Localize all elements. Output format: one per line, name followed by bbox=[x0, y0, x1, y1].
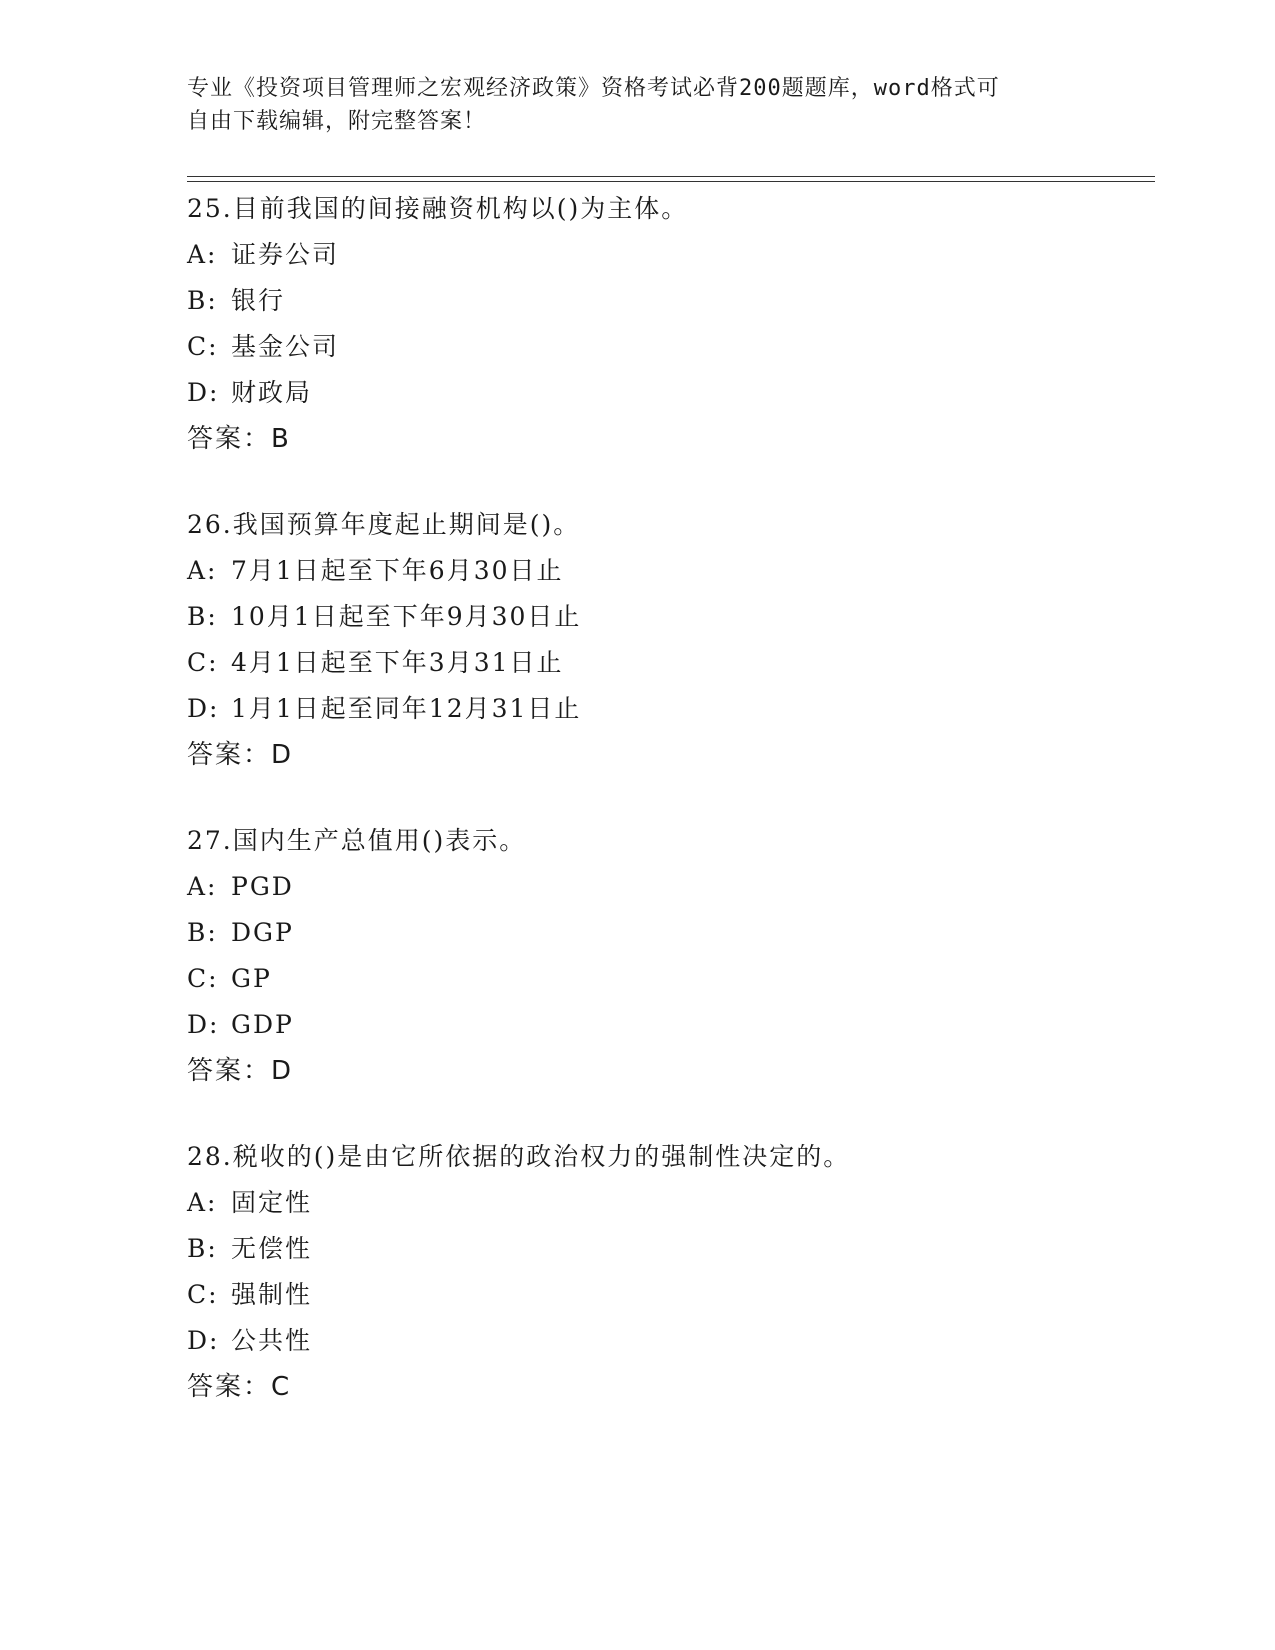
option-text: 7月1日起至下年6月30日止 bbox=[231, 556, 564, 585]
answer: 答案：D bbox=[187, 740, 294, 770]
answer: 答案：D bbox=[187, 1056, 294, 1086]
option-d bbox=[187, 370, 1147, 416]
question-title: 26.我国预算年度起止期间是()。 bbox=[187, 510, 581, 539]
option-a bbox=[187, 1180, 1147, 1226]
option-letter: C: bbox=[187, 648, 219, 677]
header-divider-top bbox=[187, 176, 1155, 177]
option-text: 1月1日起至同年12月31日止 bbox=[231, 694, 582, 723]
option-letter: A: bbox=[187, 556, 218, 585]
option-c bbox=[187, 956, 1147, 1002]
option-c bbox=[187, 324, 1147, 370]
option-letter: A: bbox=[187, 872, 218, 901]
header-line-2: 自由下载编辑，附完整答案！ bbox=[187, 109, 487, 134]
option-letter: B: bbox=[187, 602, 218, 631]
option-text: 4月1日起至下年3月31日止 bbox=[231, 648, 564, 677]
option-text: PGD bbox=[231, 872, 294, 901]
option-a bbox=[187, 232, 1147, 278]
option-letter: D: bbox=[187, 1010, 220, 1039]
header-divider-bottom bbox=[187, 181, 1155, 182]
option-letter: D: bbox=[187, 378, 220, 407]
option-d bbox=[187, 1002, 1147, 1048]
question-28 bbox=[187, 1134, 1147, 1410]
option-letter: C: bbox=[187, 1280, 219, 1309]
option-a bbox=[187, 548, 1147, 594]
option-c bbox=[187, 640, 1147, 686]
option-d bbox=[187, 1318, 1147, 1364]
question-title: 28.税收的()是由它所依据的政治权力的强制性决定的。 bbox=[187, 1142, 851, 1171]
option-text: GDP bbox=[231, 1010, 294, 1039]
option-letter: B: bbox=[187, 1234, 218, 1263]
option-text: 无偿性 bbox=[231, 1234, 313, 1263]
option-text: 强制性 bbox=[231, 1280, 313, 1309]
question-25 bbox=[187, 186, 1147, 462]
question-title: 25.目前我国的间接融资机构以()为主体。 bbox=[187, 194, 689, 223]
question-26 bbox=[187, 502, 1147, 778]
answer: 答案：C bbox=[187, 1372, 292, 1402]
option-b bbox=[187, 278, 1147, 324]
option-letter: B: bbox=[187, 918, 218, 947]
option-b bbox=[187, 910, 1147, 956]
option-d bbox=[187, 686, 1147, 732]
option-text: 公共性 bbox=[231, 1326, 313, 1355]
option-text: DGP bbox=[231, 918, 294, 947]
answer: 答案：B bbox=[187, 424, 291, 454]
option-letter: D: bbox=[187, 694, 220, 723]
question-27 bbox=[187, 818, 1147, 1094]
header-line-1: 专业《投资项目管理师之宏观经济政策》资格考试必背200题题库，word格式可 bbox=[187, 76, 1000, 101]
option-letter: D: bbox=[187, 1326, 220, 1355]
option-b bbox=[187, 1226, 1147, 1272]
option-b bbox=[187, 594, 1147, 640]
option-letter: B: bbox=[187, 286, 218, 315]
option-letter: A: bbox=[187, 240, 218, 269]
option-text: 基金公司 bbox=[231, 332, 340, 361]
option-text: 银行 bbox=[231, 286, 286, 315]
option-text: 财政局 bbox=[231, 378, 313, 407]
question-title: 27.国内生产总值用()表示。 bbox=[187, 826, 527, 855]
option-letter: C: bbox=[187, 332, 219, 361]
option-letter: A: bbox=[187, 1188, 218, 1217]
option-a bbox=[187, 864, 1147, 910]
option-text: 10月1日起至下年9月30日止 bbox=[231, 602, 582, 631]
document-header bbox=[187, 72, 1067, 138]
option-c bbox=[187, 1272, 1147, 1318]
option-letter: C: bbox=[187, 964, 219, 993]
option-text: 固定性 bbox=[231, 1188, 313, 1217]
option-text: 证券公司 bbox=[231, 240, 340, 269]
option-text: GP bbox=[231, 964, 272, 993]
